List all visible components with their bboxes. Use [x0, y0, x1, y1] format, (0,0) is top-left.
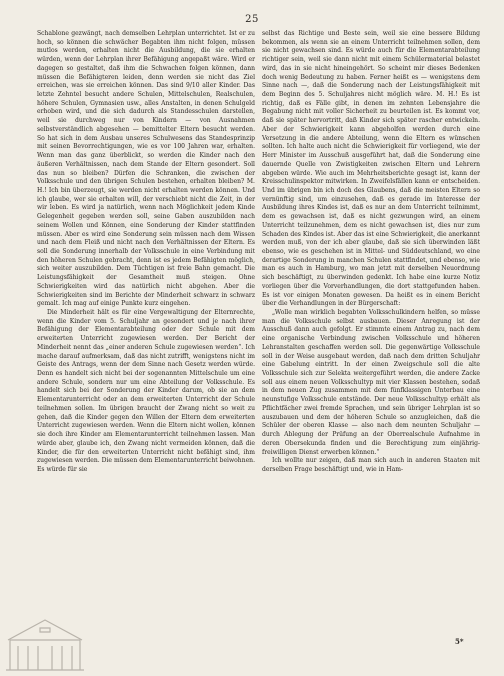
paragraph: „Wolle man wirklich begabten Volksschulkindern helfen, so müsse man die Volksschule selbst ausbauen. Dieser Anregung ist der Ausschuß dann auch gefolgt. Er stimmte einem Antrag zu, nach dem eine organische Verbindung zwischen Volksschule und höheren Lehranstalten geschaffen werden soll. Die gegenwärtige Volksschule soll in der Weise ausgebaut werden, daß nach dem dritten Schuljahr eine Gabelung eintritt. In der einen Zweigschule soll die alte Volksschule sich zur Selekta weitergeführt werden, die andere Zacke soll aus einem neuen Volksschultyp mit vier Klassen bestehen, sodaß in dem neuen Zug zusammen mit dem fünfklassigen Unterbau eine neunstufige Volksschule entstände. Der neue Volksschultyp erhält als Pflichtfächer zwei fremde Sprachen, und sein übriger Lehrplan ist so auszubauen und dem der höheren Schule so anzugleichen, daß die Schüler der oberen Klasse — also nach dem neunten Schuljahr — durch Ablegung der Prüfung an der Oberrealschule Aufnahme in deren Obersekunda finden und die Berechtigung zum einjährig-freiwilligen Dienst erwerben können.“ — [262, 309, 480, 456]
right-text-column — [262, 30, 480, 475]
signature-mark: 5* — [455, 637, 464, 646]
paragraph: Ich wollte nur zeigen, daß man sich auch in anderen Staaten mit derselben Frage beschäftigt und, wie in Ham- — [262, 457, 480, 473]
library-building-icon — [0, 608, 90, 676]
paragraph: Die Minderheit hält es für eine Vergewaltigung der Elternrechte, wenn die Kinder vom 5. Schuljahr an gesondert und je nach ihrer Befähigung der Elementarabteilung oder der Schule mit dem erweiterten Unterricht zugewiesen werden. Der Bericht der Minderheit nennt das „einer anderen Schule zugewiesen werden“. Ich mache darauf aufmerksam, daß das nicht zutrifft, wenigstens nicht im Geiste des Antrags, wenn der dem Sinne nach Gesetz werden würde. Denn es handelt sich nicht bei der sogenannten Mittelschule um eine andere Schule, sondern nur um eine Abteilung der Volksschule. Es handelt sich bei der Sonderung der Kinder darum, ob sie an dem Elementarunterricht oder an dem erweiterten Unterricht der Schule teilnehmen sollen. Im übrigen braucht der Zwang nicht so weit zu gehen, daß die Kinder gegen den Willen der Eltern dem erweiterten Unterricht zugewiesen werden. Wenn die Eltern nicht wollen, können sie doch ihre Kinder am Elementarunterricht teilnehmen lassen. Man würde aber, glaube ich, den Zwang nicht vermeiden können, daß die Kinder, die für den erweiterten Unterricht nicht befähigt sind, ihm zugewiesen werden. Die müssen dem Elementarunterricht beiwohnen. Es würde für sie — [37, 309, 255, 473]
page-number: 25 — [245, 14, 259, 25]
left-text-column — [37, 30, 255, 475]
paragraph: selbst das Richtige und Beste sein, weil sie eine bessere Bildung bekommen, als wenn sie an einem Unterricht teilnehmen sollen, dem sie nicht gewachsen sind. Es würde auch für die Elementarabteilung richtiger sein, weil sie dann nicht mit einem Schülermaterial belastet wird, das in sie nicht hineingehört. So scheint mir dieses Bedenken doch wenig Bedeutung zu haben. Ferner heißt es — wenigstens dem Sinne nach —, daß die Sonderung nach der Leistungsfähigkeit mit dem Beginn des 5. Schuljahres nicht möglich wäre. M. H.! Es ist richtig, daß es Fälle gibt, in denen im zehnten Lebensjahre die Begabung nicht mit voller Sicherheit zu beurteilen ist. Es kommt vor, daß sie später hervortritt, daß Kinder sich später rascher entwickeln. Aber der Schwierigkeit kann abgeholfen werden durch eine Versetzung in die andere Abteilung, wenn die Eltern es wünschen sollten. Ich halte auch nicht die Schwierigkeit für vorliegend, wie der Herr Minister im Ausschuß ausgeführt hat, daß die Sonderung eine dauernde Quelle von Zwistigkeiten zwischen Eltern und Lehrern abgeben würde. Wie auch im Mehrheitsberichte gesagt ist, kann der Kreisschulinspektor mitwirken. In Zweifelsfällen kann er entscheiden. Und im übrigen bin ich doch des Glaubens, daß die meisten Eltern so vernünftig sind, um einzusehen, daß es gerade im Interesse der Ausbildung ihres Kindes ist, daß es nur an dem Unterricht teilnimmt, dem es gewachsen ist, daß es nicht gezwungen wird, an einem Unterricht teilzunehmen, dem es nicht gewachsen ist, dies nur zum Schaden des Kindes ist. Aber das ist eine Schwierigkeit, die anerkannt werden muß, von der ich aber glaube, daß sie sich überwinden läßt ebenso, wie es geschehen ist in Mittel- und Süddeutschland, wo eine derartige Sonderung in manchen Schulen stattfindet, und ebenso, wie man es auch in Hamburg, wo man jetzt mit derselben Neuordnung sich beschäftigt, zu überwinden gedenkt. Ich habe eine kurze Notiz vorliegen über die Vorverhandlungen, die dort stattgefunden haben. Es ist vor einigen Monaten gewesen. Da heißt es in einem Bericht über die Verhandlungen in der Bürgerschaft: — [262, 30, 480, 308]
paragraph: Schablone gezwängt, nach demselben Lehrplan unterrichtet. Ist er zu hoch, so können die schwächer Begabten ihm nicht folgen, müssen mutlos werden, erhalten nicht die Ausbildung, die sie erhalten würden, wenn der Lehrplan ihrer Befähigung angepaßt wäre. Wird er dagegen so gestaltet, daß ihm die Schwachen folgen können, dann müssen die Befähigteren leiden, denn werden sie nicht das Ziel erreichen, was sie erreichen können. Das sind 9/10 aller Kinder. Das letzte Zehntel besucht andere Schulen, Mittelschulen, Realschulen, höhere Schulen, Gymnasien usw., alles Anstalten, in denen Schulgeld erhoben wird, und die sich dadurch als Standesschulen darstellen, weil sie durchweg nur von Kindern — von Ausnahmen selbstverständlich abgesehen — bemittelter Eltern besucht werden. So hat sich in dem Ausbau unseres Schulwesens das Standesprinzip mit seinen Bevorrechtigungen, wie es vor 100 Jahren war, erhalten. Wenn man das ganz überblickt, so werden die Kinder nach den äußeren Verhältnissen, nach dem Stande der Eltern gesondert. Soll das nun so bleiben? Dürfen die Schranken, die zwischen der Volksschule und den übrigen Schulen bestehen, erhalten bleiben? M. H.! Ich bin überzeugt, sie werden nicht erhalten werden können. Und ich glaube, wer sie erhalten will, der verschiebt nicht die Zeit, in der wir leben. Es wird ja natürlich, wenn nach Möglichkeit jedem Kinde Gelegenheit gegeben werden soll, seine Gaben auszubilden nach seinem Wollen und Können, eine Sonderung der Kinder stattfinden müssen. Aber es wird eine Sonderung sein müssen nach dem Wissen und nach dem Fleiß und nicht nach den Verhältnissen der Eltern. Es soll die Sonderung innerhalb der Volksschule in eine Verbindung mit den höheren Schulen gebracht, denn ist es jedem Befähigten möglich, sich weiter auszubilden. Dem Tüchtigen ist freie Bahn gemacht. Die Leistungsfähigkeit der Gesamtheit muß steigen. Ohne Schwierigkeiten wird das natürlich nicht abgehen. Aber die Schwierigkeiten sind im Berichte der Minderheit schwarz in schwarz gemalt. Ich mag auf einige Punkte kurz eingehen. — [37, 30, 255, 308]
